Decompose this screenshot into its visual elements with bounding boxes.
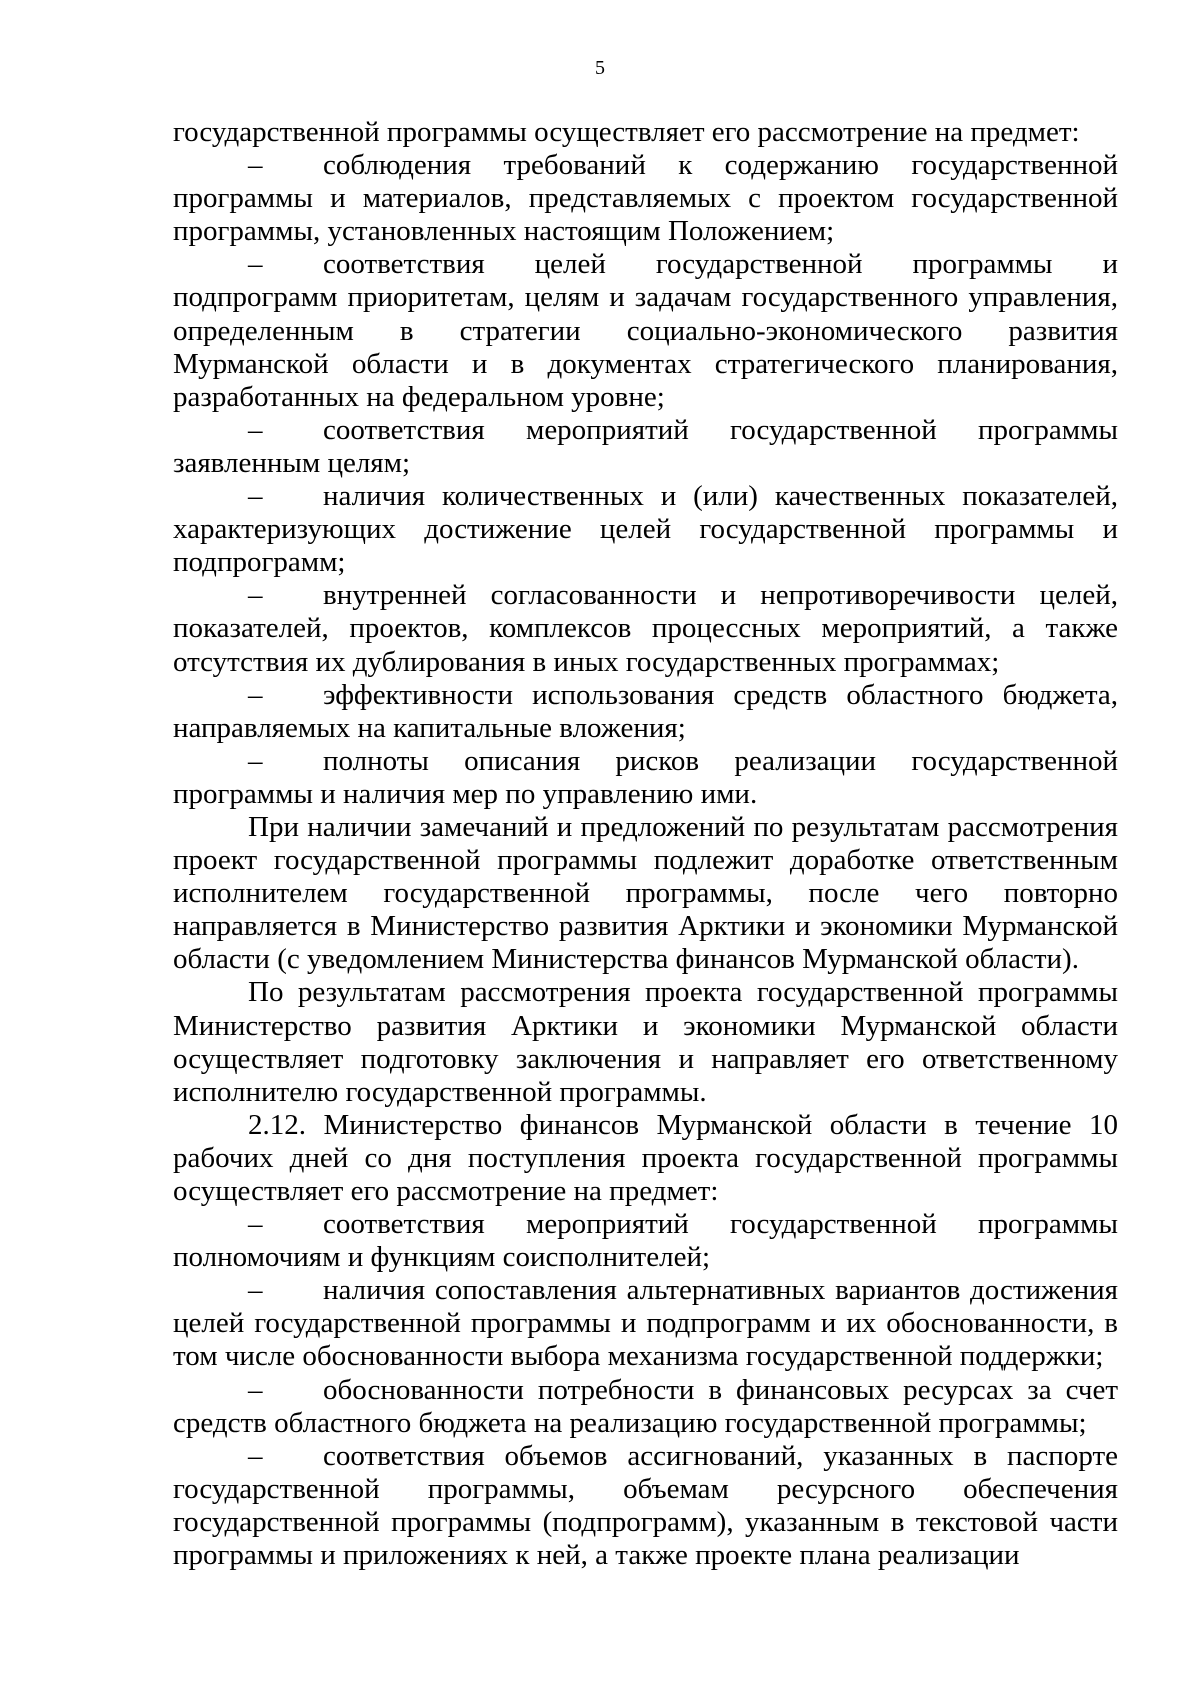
paragraph: По результатам рассмотрения проекта государственной программы Министерство развития Арктики и экономики Мурманской области осуществляет подготовку заключения и направляет его ответственному исполнителю государственной программы. [173,976,1118,1108]
list-item-text: соответствия объемов ассигнований, указанных в паспорте государственной программы, объемам ресурсного обеспечения государственной программы (подпрограмм), указанным в текстовой части программы и приложениях к ней, а также проекте плана реализации [173,1439,1118,1572]
document-body [173,116,1118,1572]
list-item [173,414,1118,480]
dash-marker: – [248,744,263,777]
dash-marker: – [248,248,263,281]
list-item [173,1274,1118,1373]
list-item [173,480,1118,579]
dash-marker: – [248,678,263,711]
dash-marker: – [248,579,263,612]
dash-marker: – [248,1274,263,1307]
list-item [173,248,1118,413]
list-item-text: соблюдения требований к содержанию государственной программы и материалов, представляемых с проектом государственной программы, установленных настоящим Положением; [173,149,1118,248]
list-item [173,745,1118,811]
list-item-text: соответствия мероприятий государственной программы полномочиям и функциям соисполнителей; [173,1208,1118,1274]
paragraph: При наличии замечаний и предложений по результатам рассмотрения проект государственной программы подлежит доработке ответственным исполнителем государственной программы, после чего повторно направляется в Министерство развития Арктики и экономики Мурманской области (с уведомлением Министерства финансов Мурманской области). [173,810,1118,976]
list-item-text: эффективности использования средств областного бюджета, направляемых на капитальные вложения; [173,678,1118,744]
dash-marker: – [248,480,263,513]
list-item-text: наличия количественных и (или) качественных показателей, характеризующих достижение целей государственной программы и подпрограмм; [173,480,1118,579]
list-item [173,1440,1118,1572]
list-item [173,1374,1118,1440]
dash-marker: – [248,1208,263,1241]
list-item-text: соответствия мероприятий государственной программы заявленным целям; [173,413,1118,479]
list-item [173,679,1118,745]
paragraph: государственной программы осуществляет его рассмотрение на предмет: [173,116,1080,148]
list-item-text: соответствия целей государственной программы и подпрограмм приоритетам, целям и задачам государственного управления, определенным в стратегии социально-экономического развития Мурманской области и в документах стратегического планирования, разработанных на федеральном уровне; [173,248,1118,413]
dash-marker: – [248,1439,263,1472]
list-item-text: полноты описания рисков реализации государственной программы и наличия мер по управлению ими. [173,744,1118,810]
list-item-text: наличия сопоставления альтернативных вариантов достижения целей государственной программы и подпрограмм и их обоснованности, в том числе обоснованности выбора механизма государственной поддержки; [173,1274,1118,1373]
list-item [173,1208,1118,1274]
dash-marker: – [248,413,263,446]
page-number: 5 [595,57,605,79]
list-item-text: обоснованности потребности в финансовых ресурсах за счет средств областного бюджета на реализацию государственной программы; [173,1373,1118,1439]
dash-marker: – [248,149,263,182]
paragraph: 2.12. Министерство финансов Мурманской области в течение 10 рабочих дней со дня поступления проекта государственной программы осуществляет его рассмотрение на предмет: [173,1108,1118,1207]
list-item [173,579,1118,678]
dash-marker: – [248,1373,263,1406]
list-item-text: внутренней согласованности и непротиворечивости целей, показателей, проектов, комплексов процессных мероприятий, а также отсутствия их дублирования в иных государственных программах; [173,579,1118,678]
list-item [173,149,1118,248]
